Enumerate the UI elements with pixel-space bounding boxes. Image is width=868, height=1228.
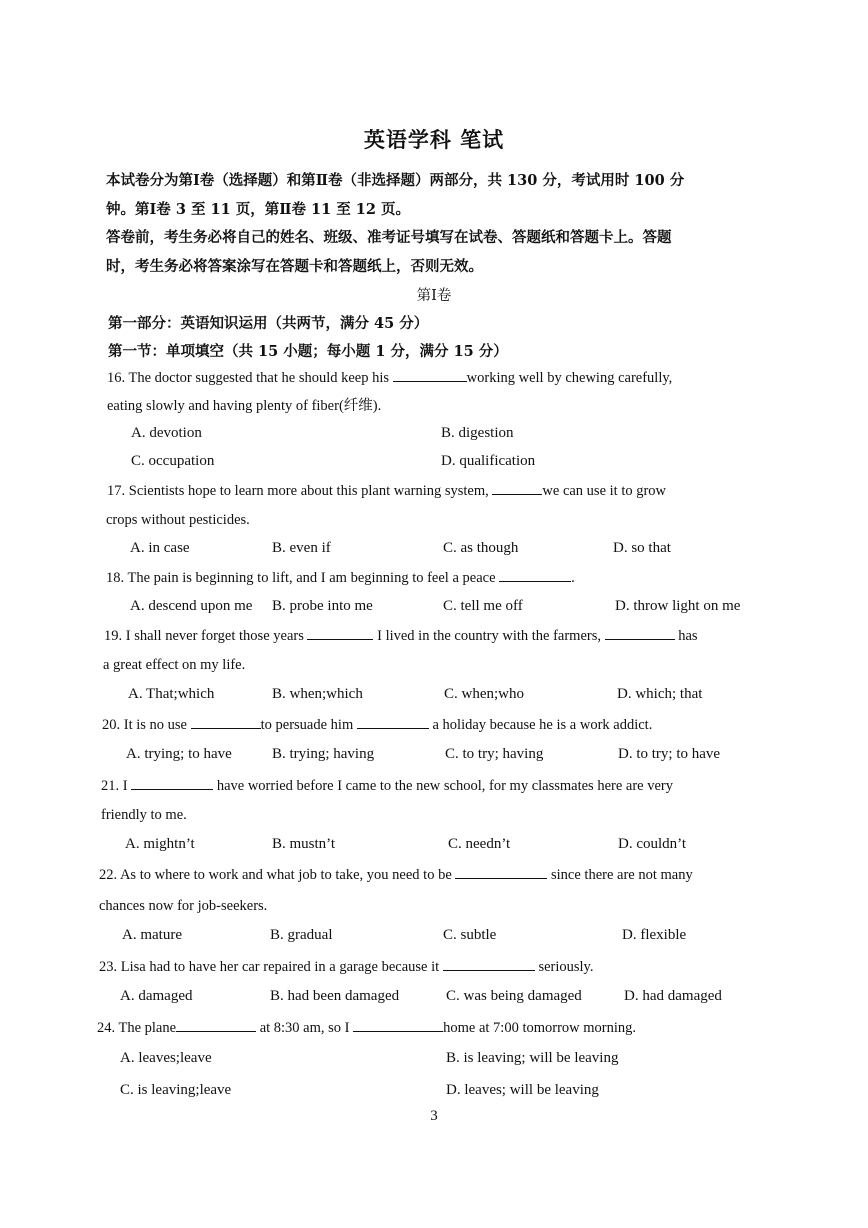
question-16-option-c: C. occupation — [131, 453, 215, 469]
question-24-option-d: D. leaves; will be leaving — [446, 1082, 599, 1098]
question-text: has — [674, 628, 698, 644]
question-19-option-c: C. when;who — [444, 686, 524, 702]
question-text: 22. As to where to work and what job to take, you need to be — [99, 867, 456, 883]
question-text: to persuade him — [260, 717, 357, 733]
question-text: 21. I — [101, 778, 132, 794]
question-text: 23. Lisa had to have her car repaired in a garage because it — [99, 959, 443, 975]
answer-blank — [455, 862, 547, 879]
answer-blank — [443, 954, 535, 971]
answer-blank — [307, 623, 373, 640]
question-18-option-b: B. probe into me — [272, 598, 373, 614]
answer-blank — [393, 365, 467, 382]
question-20-option-c: C. to try; having — [445, 746, 544, 762]
question-text: a great effect on my life. — [103, 657, 246, 673]
question-19-line-2 — [103, 651, 245, 680]
question-17-option-d: D. so that — [613, 540, 671, 556]
question-24-option-c: C. is leaving;leave — [120, 1082, 232, 1098]
question-17-line-2 — [106, 506, 250, 535]
section-heading: 第一节：单项填空（共 15 小题；每小题 1 分，满分 15 分） — [108, 343, 508, 360]
question-text: 20. It is no use — [102, 717, 191, 733]
question-16-option-a: A. devotion — [131, 425, 202, 441]
question-21-line-1 — [101, 772, 673, 801]
question-text: seriously. — [534, 959, 594, 975]
question-text: chances now for job-seekers. — [99, 898, 268, 914]
volume-heading: 第Ⅰ卷 — [416, 288, 452, 304]
part-heading: 第一部分：英语知识运用（共两节，满分 45 分） — [108, 315, 429, 332]
question-22-option-d: D. flexible — [622, 927, 687, 943]
question-19-option-a: A. That;which — [128, 686, 215, 702]
question-17-option-a: A. in case — [130, 540, 190, 556]
page-number: 3 — [430, 1108, 438, 1124]
answer-blank — [191, 712, 261, 729]
question-19-option-d: D. which; that — [617, 686, 703, 702]
question-text: working well by chewing carefully, — [466, 370, 673, 386]
question-text: 17. Scientists hope to learn more about this plant warning system, — [107, 483, 493, 499]
question-21-option-d: D. couldn’t — [618, 836, 687, 852]
question-19-option-b: B. when;which — [272, 686, 363, 702]
question-21-option-b: B. mustn’t — [272, 836, 336, 852]
question-text: crops without pesticides. — [106, 512, 250, 528]
question-22-option-a: A. mature — [122, 927, 182, 943]
question-22-option-b: B. gradual — [270, 927, 333, 943]
question-text: friendly to me. — [101, 807, 187, 823]
answer-blank — [605, 623, 675, 640]
question-18-option-d: D. throw light on me — [615, 598, 741, 614]
question-22-option-c: C. subtle — [443, 927, 497, 943]
question-text: 24. The plane — [97, 1020, 177, 1036]
question-24-option-b: B. is leaving; will be leaving — [446, 1050, 619, 1066]
question-text: 16. The doctor suggested that he should keep his — [107, 370, 393, 386]
answer-blank — [131, 773, 213, 790]
question-text: have worried before I came to the new school, for my classmates here are very — [213, 778, 673, 794]
question-20-option-d: D. to try; to have — [618, 746, 721, 762]
question-21-option-c: C. needn’t — [448, 836, 511, 852]
intro-line-4: 时，考生务必将答案涂写在答题卡和答题纸上，否则无效。 — [106, 258, 483, 275]
question-18-line-1 — [106, 564, 575, 593]
question-23-option-b: B. had been damaged — [270, 988, 400, 1004]
question-21-option-a: A. mightn’t — [125, 836, 195, 852]
question-16-line-2 — [107, 392, 381, 421]
intro-line-3: 答卷前，考生务必将自己的姓名、班级、准考证号填写在试卷、答题纸和答题卡上。答题 — [106, 229, 672, 246]
question-23-option-a: A. damaged — [120, 988, 193, 1004]
question-17-option-b: B. even if — [272, 540, 331, 556]
question-text: at 8:30 am, so I — [256, 1020, 354, 1036]
question-text: 19. I shall never forget those years — [104, 628, 308, 644]
question-23-option-c: C. was being damaged — [446, 988, 582, 1004]
question-17-line-1 — [107, 477, 666, 506]
question-20-option-b: B. trying; having — [272, 746, 375, 762]
question-18-option-c: C. tell me off — [443, 598, 523, 614]
question-text: I lived in the country with the farmers, — [373, 628, 605, 644]
question-24-option-a: A. leaves;leave — [120, 1050, 212, 1066]
answer-blank — [176, 1015, 256, 1032]
question-text: we can use it to grow — [542, 483, 667, 499]
question-text: eating slowly and having plenty of fiber(纤维). — [107, 398, 382, 414]
question-20-option-a: A. trying; to have — [126, 746, 232, 762]
question-text: 18. The pain is beginning to lift, and I am beginning to feel a peace — [106, 570, 500, 586]
question-23-line-1 — [99, 953, 593, 982]
question-23-option-d: D. had damaged — [624, 988, 722, 1004]
question-19-line-1 — [104, 622, 698, 651]
question-21-line-2 — [101, 801, 187, 830]
question-text: a holiday because he is a work addict. — [428, 717, 653, 733]
answer-blank — [357, 712, 429, 729]
question-16-option-d: D. qualification — [441, 453, 536, 469]
intro-line-1: 本试卷分为第Ⅰ卷（选择题）和第Ⅱ卷（非选择题）两部分，共 130 分，考试用时 100 分 — [106, 172, 685, 189]
answer-blank — [492, 478, 542, 495]
question-16-option-b: B. digestion — [441, 425, 514, 441]
question-text: . — [571, 570, 575, 586]
question-24-line-1 — [97, 1014, 636, 1043]
question-16-line-1 — [107, 364, 672, 393]
question-18-option-a: A. descend upon me — [130, 598, 253, 614]
question-17-option-c: C. as though — [443, 540, 519, 556]
question-20-line-1 — [102, 711, 652, 740]
question-text: home at 7:00 tomorrow morning. — [443, 1020, 637, 1036]
question-22-line-1 — [99, 861, 693, 890]
question-text: since there are not many — [547, 867, 693, 883]
page-title: 英语学科 笔试 — [363, 127, 505, 152]
question-22-line-2 — [99, 892, 267, 921]
intro-line-2: 钟。第Ⅰ卷 3 至 11 页，第Ⅱ卷 11 至 12 页。 — [106, 201, 411, 218]
answer-blank — [353, 1015, 443, 1032]
answer-blank — [499, 565, 571, 582]
